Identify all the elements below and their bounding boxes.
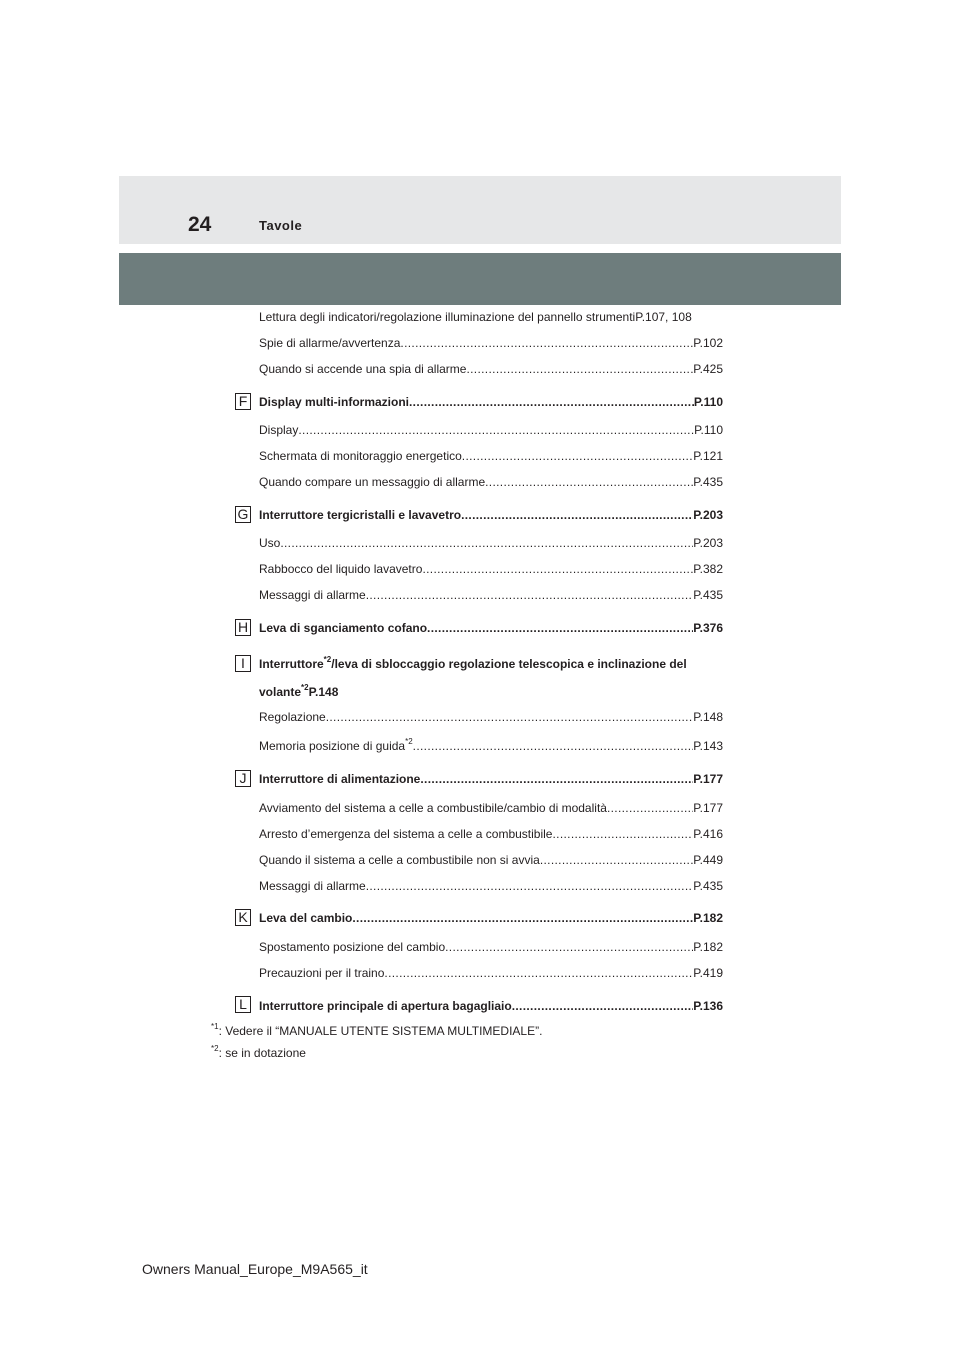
section-letter-i: I [235, 655, 251, 672]
toc-entry[interactable] [259, 739, 723, 754]
dot-leader [420, 772, 693, 787]
entry-page-ref: P.121 [693, 449, 723, 463]
dot-leader [512, 999, 693, 1014]
heading-page-ref: P.110 [693, 395, 723, 409]
dot-leader [466, 362, 693, 377]
entry-label: Avviamento del sistema a celle a combustibile/cambio di modalità [259, 801, 607, 815]
entry-page-ref: P.182 [693, 940, 723, 954]
entry-label [259, 739, 413, 754]
entry-label: Spie di allarme/avvertenza [259, 336, 401, 350]
toc-heading-k[interactable] [259, 911, 723, 926]
entry-label: Precauzioni per il traino [259, 966, 385, 980]
dot-leader [445, 940, 693, 955]
dot-leader [427, 621, 693, 636]
toc-entry[interactable] [259, 362, 723, 377]
entry-label: Lettura degli indicatori/regolazione illuminazione del pannello strumenti [259, 310, 636, 324]
toc-entry[interactable] [259, 423, 723, 438]
toc-entry[interactable] [259, 449, 723, 464]
toc-entry[interactable] [259, 940, 723, 955]
footnote-text: : Vedere il “MANUALE UTENTE SISTEMA MULTIMEDIALE”. [218, 1024, 543, 1038]
toc-entry[interactable] [259, 827, 723, 842]
footnote-ref: *2 [323, 655, 332, 664]
page-number: 24 [188, 213, 212, 236]
section-letter-h: H [235, 619, 251, 636]
entry-page-ref: P.203 [693, 536, 723, 550]
dot-leader [607, 801, 693, 816]
toc-entry[interactable] [259, 853, 723, 868]
heading-page-ref: P.148 [308, 685, 339, 699]
heading-label-cont: /leva di sbloccaggio regolazione telescopica e inclinazione del [331, 657, 687, 671]
entry-page-ref: P.110 [694, 423, 723, 437]
dot-leader [552, 827, 693, 842]
entry-label: Rabbocco del liquido lavavetro [259, 562, 423, 576]
dot-leader [280, 536, 693, 551]
heading-label: Interruttore principale di apertura bagagliaio [259, 999, 512, 1013]
entry-page-ref: P.435 [693, 588, 723, 602]
heading-label: volante [259, 685, 302, 699]
section-letter-l: L [235, 996, 251, 1013]
footnote-ref: *2 [405, 737, 413, 746]
header-band [119, 176, 841, 244]
heading-page-ref: P.203 [693, 508, 723, 522]
toc-entry[interactable] [259, 588, 723, 603]
dot-leader [384, 966, 693, 981]
toc-entry[interactable] [259, 801, 723, 816]
entry-label: Messaggi di allarme [259, 588, 366, 602]
dot-leader [366, 879, 693, 894]
heading-page-ref: P.182 [693, 911, 723, 925]
entry-label: Arresto d’emergenza del sistema a celle a combustibile [259, 827, 553, 841]
dot-leader [540, 853, 693, 868]
toc-heading-f[interactable] [259, 395, 723, 410]
entry-label: Uso [259, 536, 281, 550]
toc-entry[interactable] [259, 336, 723, 351]
heading-page-ref: P.177 [693, 772, 723, 786]
section-letter-g: G [235, 506, 251, 523]
dot-leader [461, 508, 693, 523]
footnote-ref: *2 [301, 683, 309, 692]
entry-page-ref: P.382 [693, 562, 723, 576]
dot-leader [366, 588, 693, 603]
section-letter-k: K [235, 909, 251, 926]
toc-entry[interactable] [259, 562, 723, 577]
footnote-text: : se in dotazione [218, 1046, 306, 1060]
footnote-1 [211, 1024, 542, 1039]
toc-heading-l[interactable] [259, 999, 723, 1014]
footnote-2 [211, 1046, 306, 1061]
toc-entry[interactable] [259, 310, 723, 325]
entry-page-ref: P.107, 108 [635, 310, 692, 324]
dot-leader [400, 336, 693, 351]
dot-leader [485, 475, 693, 490]
dot-leader [413, 739, 694, 754]
entry-label: Display [259, 423, 299, 437]
toc-heading-g[interactable] [259, 508, 723, 523]
entry-page-ref: P.177 [693, 801, 723, 815]
toc-heading-h[interactable] [259, 621, 723, 636]
dot-leader [326, 710, 693, 725]
entry-page-ref: P.416 [693, 827, 723, 841]
footnote-mark: *1 [211, 1022, 219, 1031]
section-letter-j: J [235, 770, 251, 787]
entry-label: Regolazione [259, 710, 326, 724]
entry-label: Schermata di monitoraggio energetico [259, 449, 462, 463]
heading-page-ref: P.136 [693, 999, 723, 1013]
heading-page-ref: P.376 [693, 621, 723, 635]
entry-page-ref: P.425 [693, 362, 723, 376]
dot-leader [352, 911, 693, 926]
entry-page-ref: P.435 [693, 879, 723, 893]
entry-label: Messaggi di allarme [259, 879, 366, 893]
heading-label: Interruttore [259, 657, 324, 671]
entry-page-ref: P.419 [693, 966, 723, 980]
entry-page-ref: P.102 [693, 336, 723, 350]
toc-heading-i-line1[interactable] [259, 657, 729, 672]
section-letter-f: F [235, 393, 251, 410]
toc-entry[interactable] [259, 879, 723, 894]
manual-footer: Owners Manual_Europe_M9A565_it [142, 1261, 368, 1277]
dot-leader [298, 423, 694, 438]
heading-label: Leva del cambio [259, 911, 353, 925]
dot-leader [409, 395, 694, 410]
toc-entry[interactable] [259, 475, 723, 490]
dot-leader [422, 562, 693, 577]
entry-page-ref: P.143 [693, 739, 723, 753]
dot-leader [462, 449, 693, 464]
toc-entry[interactable] [259, 536, 723, 551]
entry-label: Quando si accende una spia di allarme [259, 362, 467, 376]
toc-heading-i-line2[interactable] [259, 685, 729, 700]
toc-entry[interactable] [259, 966, 723, 981]
toc-entry[interactable] [259, 710, 723, 725]
heading-label: Display multi-informazioni [259, 395, 410, 409]
entry-page-ref: P.148 [693, 710, 723, 724]
entry-page-ref: P.435 [693, 475, 723, 489]
heading-label: Leva di sganciamento cofano [259, 621, 428, 635]
entry-label: Quando compare un messaggio di allarme [259, 475, 486, 489]
entry-label: Spostamento posizione del cambio [259, 940, 446, 954]
footnote-mark: *2 [211, 1044, 219, 1053]
heading-label: Interruttore tergicristalli e lavavetro [259, 508, 462, 522]
heading-label: Interruttore di alimentazione [259, 772, 421, 786]
entry-page-ref: P.449 [693, 853, 723, 867]
toc-heading-j[interactable] [259, 772, 723, 787]
entry-label-text: Memoria posizione di guida [259, 739, 406, 753]
section-title: Tavole [259, 218, 303, 233]
entry-label: Quando il sistema a celle a combustibile non si avvia [259, 853, 540, 867]
header-dark-band [119, 253, 841, 305]
